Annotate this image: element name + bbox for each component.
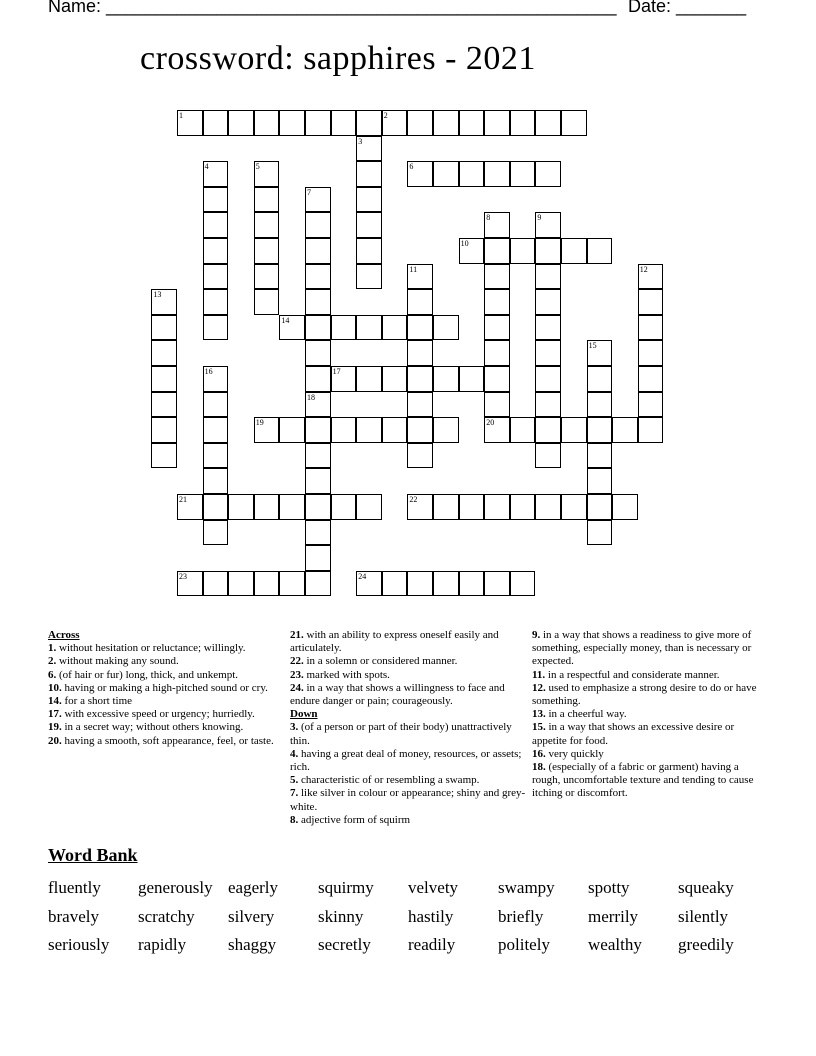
clue-item-text: in a way that shows a willingness to face and endure danger or pain; courageously. (290, 681, 505, 708)
grid-cell[interactable] (433, 366, 459, 392)
grid-cell[interactable] (305, 238, 331, 264)
clue-item-number: 18. (532, 761, 546, 774)
grid-cell[interactable] (151, 443, 177, 469)
grid-cell[interactable] (587, 238, 613, 264)
word-bank-word: politely (498, 935, 550, 955)
clue-item (532, 761, 768, 801)
clue-item-text: like silver in colour or appearance; shiny and grey-white. (290, 787, 526, 813)
clue-number: 16 (204, 367, 213, 376)
grid-cell[interactable] (203, 187, 229, 213)
grid-cell[interactable] (203, 238, 229, 264)
grid-cell[interactable] (535, 392, 561, 418)
grid-cell[interactable] (203, 494, 229, 520)
grid-cell[interactable] (356, 264, 382, 290)
clues-column-1 (48, 629, 274, 748)
grid-cell[interactable] (254, 571, 280, 597)
across-heading: Across (48, 629, 80, 641)
word-bank-row (48, 903, 788, 932)
grid-cell[interactable] (587, 468, 613, 494)
grid-cell[interactable] (254, 110, 280, 136)
clue-item (48, 708, 274, 721)
grid-cell[interactable] (407, 340, 433, 366)
clue-number: 10 (460, 239, 469, 248)
word-bank-word: rapidly (138, 935, 187, 955)
clue-item-text: adjective form of squirm (298, 813, 411, 826)
grid-cell[interactable] (484, 238, 510, 264)
grid-cell[interactable] (279, 110, 305, 136)
clue-item-text: (of a person or part of their body) unattractively thin. (290, 721, 512, 747)
clue-item (290, 748, 526, 774)
word-bank-word: generously (138, 878, 213, 898)
grid-cell[interactable] (203, 571, 229, 597)
grid-cell[interactable] (561, 238, 587, 264)
clue-item-number: 9. (532, 629, 541, 641)
grid-cell[interactable] (305, 340, 331, 366)
grid-cell[interactable] (382, 571, 408, 597)
clue-item-number: 3. (290, 721, 299, 734)
grid-cell[interactable] (535, 289, 561, 315)
grid-cell[interactable] (407, 417, 433, 443)
grid-cell[interactable] (484, 366, 510, 392)
grid-cell[interactable] (331, 494, 357, 520)
grid-cell[interactable] (356, 187, 382, 213)
grid-cell[interactable] (561, 494, 587, 520)
word-bank-word: fluently (48, 878, 101, 898)
grid-cell[interactable] (510, 494, 536, 520)
clue-item (290, 669, 526, 682)
grid-cell[interactable] (407, 315, 433, 341)
clue-item-text: with an ability to express oneself easily and articulately. (290, 629, 499, 655)
clue-item-number: 7. (290, 787, 299, 800)
grid-cell[interactable] (638, 315, 664, 341)
clue-item-number: 12. (532, 681, 546, 694)
clue-item-number: 16. (532, 747, 546, 760)
grid-cell[interactable] (638, 417, 664, 443)
grid-cell[interactable] (638, 340, 664, 366)
grid-cell[interactable] (433, 315, 459, 341)
clue-number: 13 (153, 290, 162, 300)
grid-cell[interactable] (535, 340, 561, 366)
grid-cell[interactable] (407, 443, 433, 469)
clues-column-3 (532, 629, 768, 801)
grid-cell[interactable] (535, 366, 561, 392)
grid-cell[interactable] (587, 417, 613, 443)
grid-cell[interactable] (510, 238, 536, 264)
grid-cell[interactable] (382, 417, 408, 443)
grid-cell[interactable] (305, 545, 331, 571)
grid-cell[interactable] (356, 110, 382, 136)
clue-number: 6 (409, 162, 414, 172)
grid-cell[interactable] (305, 264, 331, 290)
date-field-label: Date: _______ (628, 0, 747, 16)
grid-cell[interactable] (407, 571, 433, 597)
word-bank-word: readily (408, 935, 456, 955)
grid-cell[interactable] (356, 315, 382, 341)
grid-cell[interactable] (433, 110, 459, 136)
clue-item (48, 682, 274, 695)
clue-item-text: in a way that shows an excessive desire or appetite for food. (532, 721, 735, 747)
clue-number: 2 (383, 111, 388, 120)
clue-item-text: in a cheerful way. (545, 708, 627, 721)
clue-number: 17 (332, 367, 341, 376)
grid-cell[interactable] (305, 417, 331, 443)
grid-cell[interactable] (382, 315, 408, 341)
clue-item-text: having or making a high-pitched sound or cry. (61, 681, 268, 694)
clue-item-number: 24. (290, 681, 304, 694)
grid-cell[interactable] (203, 468, 229, 494)
clue-item-text: having a smooth, soft appearance, feel, or taste. (61, 734, 274, 747)
word-bank-word: merrily (588, 906, 639, 926)
clue-item (532, 629, 768, 669)
clue-item-number: 13. (532, 708, 546, 721)
down-heading: Down (290, 708, 318, 721)
word-bank-word: greedily (678, 935, 734, 955)
grid-cell[interactable] (433, 571, 459, 597)
clue-number: 5 (255, 162, 260, 172)
grid-cell[interactable] (459, 110, 485, 136)
grid-cell[interactable] (151, 417, 177, 443)
grid-cell[interactable] (203, 315, 229, 341)
clue-item (532, 708, 768, 721)
grid-cell[interactable] (254, 238, 280, 264)
clue-item-number: 15. (532, 721, 546, 734)
clue-item-text: in a respectful and considerate manner. (545, 668, 720, 681)
clue-item-text: very quickly (545, 747, 604, 760)
clue-number: 23 (179, 571, 187, 581)
word-bank-word: seriously (48, 935, 110, 955)
grid-cell[interactable] (510, 417, 536, 443)
grid-cell[interactable] (510, 110, 536, 136)
clue-item-number: 22. (290, 655, 304, 668)
grid-cell[interactable] (254, 494, 280, 520)
grid-cell[interactable] (561, 417, 587, 443)
grid-cell[interactable] (254, 187, 280, 213)
grid-cell[interactable] (587, 520, 613, 546)
grid-cell[interactable] (203, 417, 229, 443)
grid-cell[interactable] (305, 520, 331, 546)
clue-item-text: characteristic of or resembling a swamp. (298, 774, 480, 787)
clue-number: 18 (307, 392, 315, 402)
clue-number: 24 (358, 571, 367, 581)
grid-cell[interactable] (228, 571, 254, 597)
word-bank-word: silvery (228, 906, 275, 926)
grid-cell[interactable] (356, 238, 382, 264)
grid-cell[interactable] (203, 110, 229, 136)
grid-cell[interactable] (459, 571, 485, 597)
grid-cell[interactable] (331, 315, 357, 341)
clue-item-number: 11. (532, 668, 546, 681)
grid-cell[interactable] (305, 110, 331, 136)
grid-cell[interactable] (305, 212, 331, 238)
grid-cell[interactable] (356, 417, 382, 443)
grid-cell[interactable] (203, 289, 229, 315)
clue-item (48, 721, 274, 734)
clue-item (290, 655, 526, 668)
clue-item-number: 4. (290, 747, 299, 760)
grid-cell[interactable] (638, 289, 664, 315)
grid-cell[interactable] (484, 161, 510, 187)
word-bank-word: squirmy (318, 878, 374, 898)
clue-item-number: 8. (290, 813, 299, 826)
grid-cell[interactable] (484, 571, 510, 597)
grid-cell[interactable] (151, 366, 177, 392)
clue-item (290, 629, 526, 655)
puzzle-title: crossword: sapphires - 2021 (140, 40, 536, 77)
grid-cell[interactable] (510, 161, 536, 187)
clue-item-number: 1. (48, 642, 57, 655)
grid-cell[interactable] (484, 340, 510, 366)
grid-cell[interactable] (382, 366, 408, 392)
clue-item-text: in a solemn or considered manner. (303, 655, 458, 668)
word-bank-word: wealthy (588, 935, 642, 955)
grid-cell[interactable] (587, 443, 613, 469)
grid-cell[interactable] (535, 264, 561, 290)
grid-cell[interactable] (356, 161, 382, 187)
clue-item-number: 17. (48, 708, 62, 721)
clue-number: 3 (358, 136, 363, 146)
grid-cell[interactable] (254, 264, 280, 290)
grid-cell[interactable] (407, 366, 433, 392)
grid-cell[interactable] (356, 494, 382, 520)
grid-cell[interactable] (484, 315, 510, 341)
clue-item (290, 721, 526, 747)
clue-item-number: 23. (290, 668, 304, 681)
clue-item (290, 682, 526, 708)
grid-cell[interactable] (612, 494, 638, 520)
clue-item-text: for a short time (61, 695, 133, 708)
grid-cell[interactable] (331, 417, 357, 443)
word-bank (48, 874, 788, 960)
clue-item-number: 21. (290, 629, 304, 641)
clue-item-text: in a way that shows a readiness to give more of something, especially money, than is necessary or expected. (532, 629, 752, 668)
grid-cell[interactable] (151, 315, 177, 341)
grid-cell[interactable] (305, 571, 331, 597)
word-bank-word: secretly (318, 935, 371, 955)
clue-item (290, 774, 526, 787)
word-bank-word: scratchy (138, 906, 195, 926)
clue-item-number: 6. (48, 668, 57, 681)
grid-cell[interactable] (459, 161, 485, 187)
word-bank-word: bravely (48, 906, 99, 926)
clue-number: 21 (179, 495, 187, 504)
grid-cell[interactable] (535, 315, 561, 341)
clue-number: 8 (486, 213, 491, 223)
grid-cell[interactable] (151, 340, 177, 366)
grid-cell[interactable] (433, 417, 459, 443)
name-field-label: Name: ___________________________________________________ (48, 0, 617, 16)
grid-cell[interactable] (305, 315, 331, 341)
grid-cell[interactable] (279, 571, 305, 597)
grid-cell[interactable] (535, 417, 561, 443)
grid-cell[interactable] (587, 366, 613, 392)
grid-cell[interactable] (587, 494, 613, 520)
word-bank-word: silently (678, 906, 729, 926)
clue-item (290, 814, 526, 827)
grid-cell[interactable] (407, 289, 433, 315)
clue-item (532, 748, 768, 761)
grid-cell[interactable] (305, 289, 331, 315)
grid-cell[interactable] (331, 110, 357, 136)
clue-item (290, 787, 526, 813)
grid-cell[interactable] (203, 212, 229, 238)
grid-cell[interactable] (484, 264, 510, 290)
word-bank-word: briefly (498, 906, 544, 926)
grid-cell[interactable] (561, 110, 587, 136)
grid-cell[interactable] (279, 494, 305, 520)
clue-number: 4 (204, 162, 209, 172)
clue-item (48, 669, 274, 682)
grid-cell[interactable] (279, 417, 305, 443)
clue-item-number: 19. (48, 721, 62, 734)
clue-number: 11 (409, 264, 418, 274)
clue-item (532, 721, 768, 747)
clue-item-text: having a great deal of money, resources, or assets; rich. (290, 747, 522, 774)
word-bank-word: hastily (408, 906, 454, 926)
clue-item-number: 14. (48, 695, 62, 708)
clue-item (48, 735, 274, 748)
grid-cell[interactable] (459, 494, 485, 520)
clue-item-text: without making any sound. (56, 655, 179, 668)
grid-cell[interactable] (203, 443, 229, 469)
word-bank-word: swampy (498, 878, 555, 898)
clue-item-text: (especially of a fabric or garment) having a rough, uncomfortable texture and tending to cause itching or discomfort. (532, 761, 754, 800)
grid-cell[interactable] (203, 264, 229, 290)
grid-cell[interactable] (203, 392, 229, 418)
word-bank-word: shaggy (228, 935, 277, 955)
clue-number: 7 (307, 187, 311, 197)
clue-item-text: marked with spots. (303, 668, 390, 681)
clues-column-2 (290, 629, 526, 827)
clue-number: 9 (537, 213, 542, 223)
word-bank-title: Word Bank (48, 845, 138, 865)
clue-item (48, 655, 274, 668)
clue-number: 20 (486, 418, 495, 428)
grid-cell[interactable] (612, 417, 638, 443)
grid-cell[interactable] (587, 392, 613, 418)
clue-number: 12 (639, 264, 648, 274)
grid-cell[interactable] (510, 571, 536, 597)
grid-cell[interactable] (407, 110, 433, 136)
grid-cell[interactable] (305, 366, 331, 392)
word-bank-word: eagerly (228, 878, 279, 898)
clue-item-text: (of hair or fur) long, thick, and unkempt. (56, 668, 239, 681)
grid-cell[interactable] (305, 494, 331, 520)
grid-cell[interactable] (305, 468, 331, 494)
grid-cell[interactable] (203, 520, 229, 546)
clue-number: 14 (281, 315, 290, 325)
grid-cell[interactable] (433, 161, 459, 187)
clue-item (532, 669, 768, 682)
grid-cell[interactable] (535, 494, 561, 520)
word-bank-word: squeaky (678, 878, 734, 898)
grid-cell[interactable] (638, 392, 664, 418)
clue-item-number: 10. (48, 681, 62, 694)
clue-number: 19 (255, 418, 264, 428)
clue-item-text: with excessive speed or urgency; hurriedly. (61, 708, 255, 721)
clue-item-text: used to emphasize a strong desire to do or have something. (532, 681, 757, 708)
grid-cell[interactable] (535, 238, 561, 264)
grid-cell[interactable] (254, 289, 280, 315)
grid-cell[interactable] (484, 110, 510, 136)
grid-cell[interactable] (151, 392, 177, 418)
clue-item (48, 695, 274, 708)
word-bank-word: skinny (318, 906, 364, 926)
word-bank-row (48, 931, 788, 960)
grid-cell[interactable] (535, 161, 561, 187)
grid-cell[interactable] (254, 212, 280, 238)
grid-cell[interactable] (535, 110, 561, 136)
word-bank-row (48, 874, 788, 903)
grid-cell[interactable] (459, 366, 485, 392)
grid-cell[interactable] (228, 110, 254, 136)
clue-item (48, 642, 274, 655)
grid-cell[interactable] (356, 366, 382, 392)
clue-number: 15 (588, 341, 597, 351)
clue-item-text: in a secret way; without others knowing. (61, 721, 244, 734)
clue-item-number: 20. (48, 734, 62, 747)
clue-item (532, 682, 768, 708)
grid-cell[interactable] (356, 212, 382, 238)
grid-cell[interactable] (484, 494, 510, 520)
grid-cell[interactable] (433, 494, 459, 520)
grid-cell[interactable] (535, 443, 561, 469)
grid-cell[interactable] (407, 392, 433, 418)
clue-number: 22 (409, 495, 418, 504)
grid-cell[interactable] (484, 289, 510, 315)
word-bank-word: velvety (408, 878, 459, 898)
grid-cell[interactable] (484, 392, 510, 418)
grid-cell[interactable] (228, 494, 254, 520)
grid-cell[interactable] (305, 443, 331, 469)
clue-item-text: without hesitation or reluctance; willingly. (56, 642, 246, 655)
clue-item-number: 2. (48, 655, 57, 668)
clue-number: 1 (179, 111, 183, 120)
clue-item-number: 5. (290, 774, 299, 787)
word-bank-word: spotty (588, 878, 630, 898)
grid-cell[interactable] (638, 366, 664, 392)
